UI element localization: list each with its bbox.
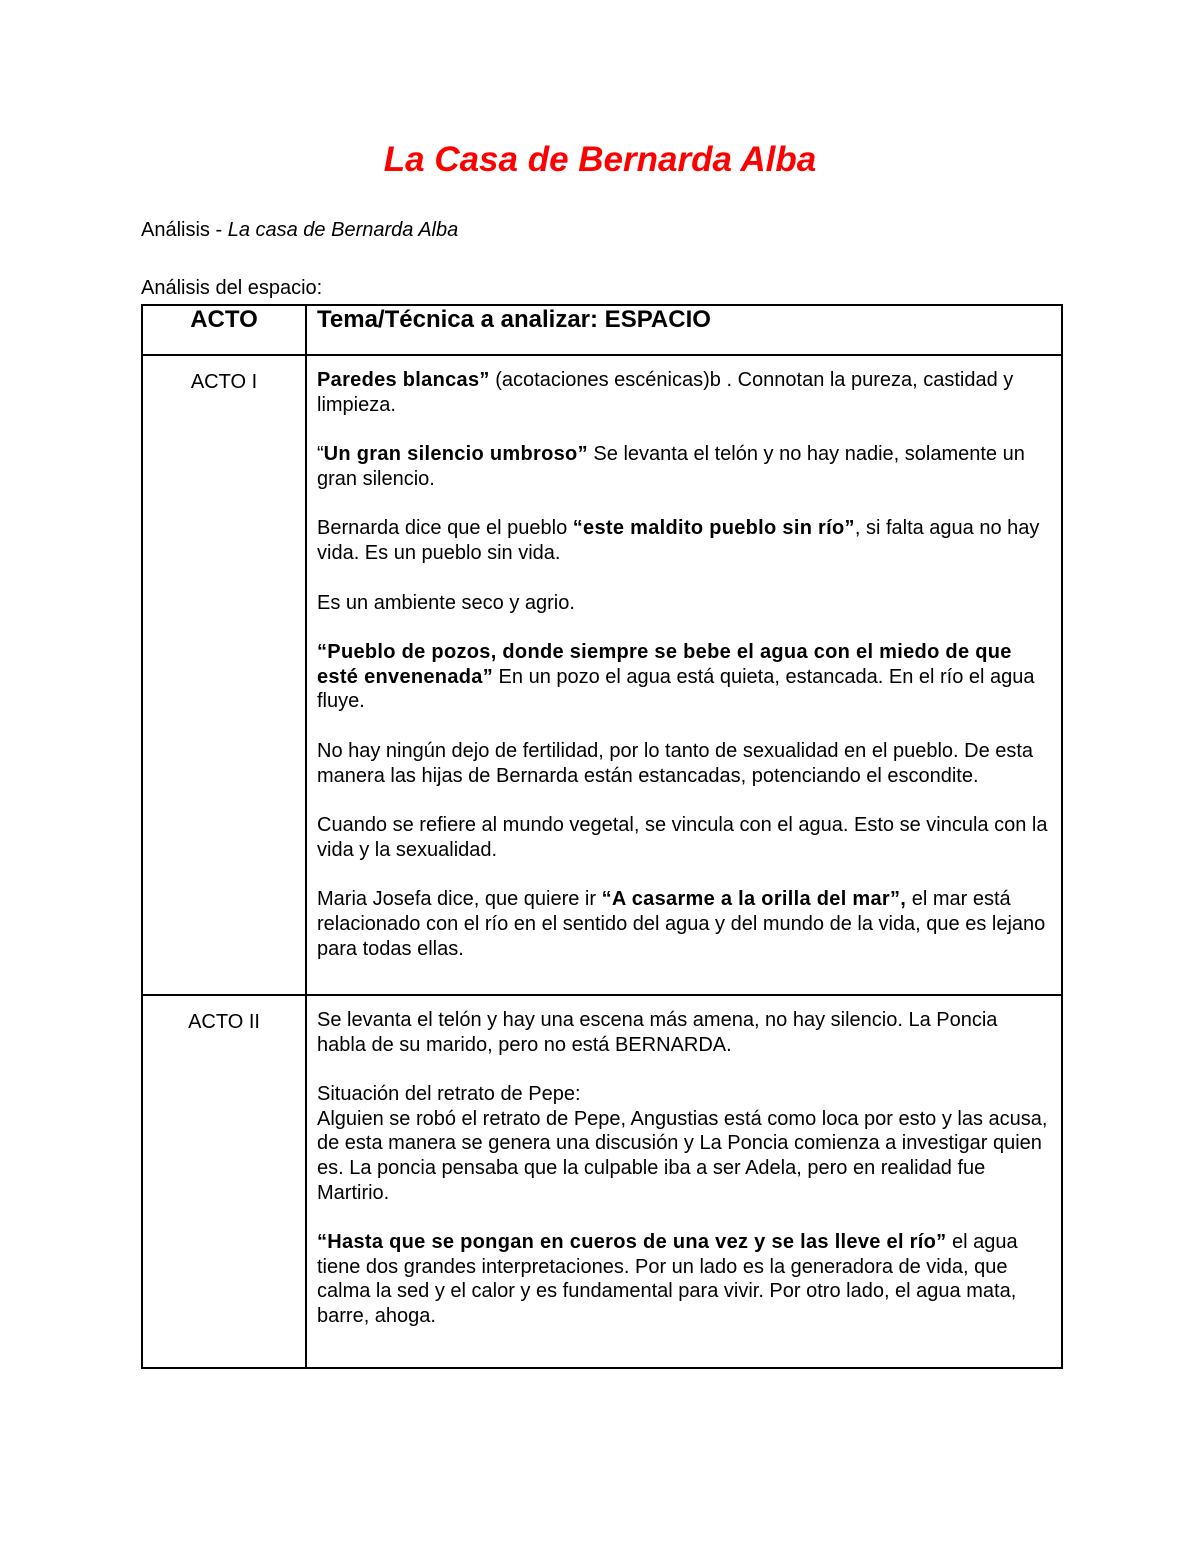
table-row [142,995,1062,1368]
body-text: el agua tiene dos grandes interpretaciones. Por un lado es la generadora de vida, que calma la sed y el calor y es fundamental para vivir. Por otro lado, el agua mata, barre, ahoga. [317,1231,1018,1327]
body-text: , si falta agua no hay vida. Es un pueblo sin vida. [317,517,1040,564]
subtitle-prefix: Análisis - [141,219,228,241]
analysis-paragraph [317,591,1049,616]
analysis-paragraph [317,813,1049,862]
acto-cell: ACTO I [142,355,306,995]
quote-text: “Pueblo de pozos, donde siempre se bebe el agua con el miedo de que esté envenenada” [317,641,1012,688]
table-header-row [142,305,1062,355]
analysis-paragraph [317,1230,1049,1328]
analysis-table [141,304,1063,1369]
header-acto: ACTO [142,305,306,355]
body-text: “ [317,443,324,466]
section-label: Análisis del espacio: [141,277,323,299]
analysis-paragraph [317,368,1049,417]
document-title: La Casa de Bernarda Alba [383,140,817,179]
document-subtitle [141,219,458,242]
analysis-paragraph [317,516,1049,565]
body-text: Cuando se refiere al mundo vegetal, se vincula con el agua. Esto se vincula con la vida y la sexualidad. [317,814,1048,861]
quote-text: “A casarme a la orilla del mar”, [601,888,907,911]
body-text: (acotaciones escénicas)b . Connotan la pureza, castidad y limpieza. [317,369,1014,416]
body-text: No hay ningún dejo de fertilidad, por lo tanto de sexualidad en el pueblo. De esta manera las hijas de Bernarda están estancadas, potenciando el escondite. [317,739,1034,787]
analysis-paragraph [317,1082,1049,1205]
subtitle-work-title: La casa de Bernarda Alba [227,219,459,241]
quote-text: “Hasta que se pongan en cueros de una vez y se las lleve el río” [317,1231,947,1254]
body-text: Bernarda dice que el pueblo [317,517,573,540]
body-text: Maria Josefa dice, que quiere ir [317,888,602,911]
header-tema: Tema/Técnica a analizar: ESPACIO [306,305,1062,355]
quote-text: “este maldito pueblo sin río” [572,517,855,540]
body-text: Alguien se robó el retrato de Pepe, Angustias está como loca por esto y las acusa, de esta manera se genera una discusión y La Poncia comienza a investigar quien es. La poncia pensaba que la culpable iba a ser Adela, pero en realidad fue Martirio. [317,1107,1048,1204]
content-cell [306,355,1062,995]
body-text: Situación del retrato de Pepe: [317,1083,581,1106]
body-text: Es un ambiente seco y agrio. [317,591,575,614]
quote-text: Un gran silencio umbroso” [323,443,588,466]
analysis-paragraph [317,887,1049,961]
table-row [142,355,1062,995]
analysis-paragraph [317,442,1049,491]
acto-cell: ACTO II [142,995,306,1368]
body-text: En un pozo el agua está quieta, estancada. En el río el agua fluye. [317,665,1035,713]
analysis-paragraph [317,739,1049,788]
analysis-paragraph [317,1008,1049,1057]
body-text: el mar está relacionado con el río en el sentido del agua y del mundo de la vida, que es lejano para todas ellas. [317,888,1046,960]
body-text: Se levanta el telón y no hay nadie, solamente un gran silencio. [317,443,1025,490]
body-text: Se levanta el telón y hay una escena más amena, no hay silencio. La Poncia habla de su marido, pero no está BERNARDA. [317,1009,998,1056]
analysis-paragraph [317,640,1049,714]
content-cell [306,995,1062,1368]
quote-text: Paredes blancas” [317,369,490,391]
